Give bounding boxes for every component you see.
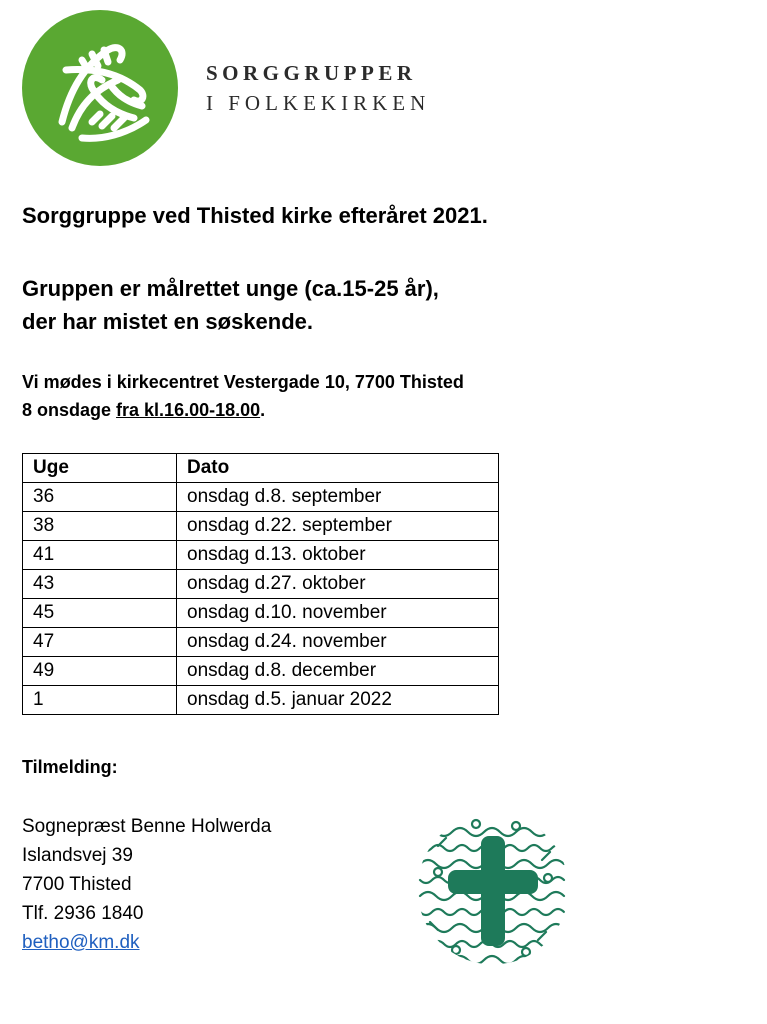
meeting-suffix: . bbox=[260, 400, 266, 420]
sorggrupper-logo bbox=[22, 10, 178, 166]
week-cell: 38 bbox=[23, 512, 177, 541]
date-cell: onsdag d.8. september bbox=[177, 483, 499, 512]
date-cell: onsdag d.27. oktober bbox=[177, 570, 499, 599]
date-cell: onsdag d.8. december bbox=[177, 657, 499, 686]
target-line-2: der har mistet en søskende. bbox=[22, 309, 313, 334]
table-row bbox=[23, 512, 499, 541]
contact-street: Islandsvej 39 bbox=[22, 845, 133, 866]
week-cell: 36 bbox=[23, 483, 177, 512]
week-cell: 47 bbox=[23, 628, 177, 657]
week-cell: 41 bbox=[23, 541, 177, 570]
contact-city: 7700 Thisted bbox=[22, 874, 132, 895]
meeting-info bbox=[22, 368, 464, 424]
week-cell: 1 bbox=[23, 686, 177, 715]
contact-name: Sognepræst Benne Holwerda bbox=[22, 816, 272, 837]
date-cell: onsdag d.10. november bbox=[177, 599, 499, 628]
table-header-row bbox=[23, 454, 499, 483]
column-header-week: Uge bbox=[23, 454, 177, 483]
table-row bbox=[23, 657, 499, 686]
table-row bbox=[23, 599, 499, 628]
week-cell: 45 bbox=[23, 599, 177, 628]
meeting-place: Vi mødes i kirkecentret Vestergade 10, 7700 Thisted bbox=[22, 372, 464, 392]
page-title: Sorggruppe ved Thisted kirke efteråret 2021. bbox=[22, 203, 488, 228]
meeting-days: 8 onsdage bbox=[22, 400, 117, 420]
meeting-time: fra kl.16.00-18.00 bbox=[116, 400, 261, 420]
church-cross-logo bbox=[416, 812, 570, 966]
table-row bbox=[23, 628, 499, 657]
contact-email-link[interactable]: betho@km.dk bbox=[22, 932, 140, 953]
target-group-text bbox=[22, 272, 439, 338]
brand-line-2: I FOLKEKIRKEN bbox=[206, 91, 431, 115]
date-cell: onsdag d.24. november bbox=[177, 628, 499, 657]
date-cell: onsdag d.22. september bbox=[177, 512, 499, 541]
brand-line-1: SORGGRUPPER bbox=[206, 61, 417, 85]
date-cell: onsdag d.13. oktober bbox=[177, 541, 499, 570]
date-cell: onsdag d.5. januar 2022 bbox=[177, 686, 499, 715]
week-cell: 49 bbox=[23, 657, 177, 686]
column-header-date: Dato bbox=[177, 454, 499, 483]
brand-wordmark bbox=[206, 58, 430, 118]
table-row bbox=[23, 570, 499, 599]
signup-heading: Tilmelding: bbox=[22, 757, 118, 777]
contact-block bbox=[22, 812, 271, 957]
table-row bbox=[23, 541, 499, 570]
schedule-table bbox=[22, 453, 499, 715]
meeting-time-line bbox=[22, 396, 464, 424]
contact-phone: Tlf. 2936 1840 bbox=[22, 903, 144, 924]
target-line-1: Gruppen er målrettet unge (ca.15-25 år), bbox=[22, 276, 439, 301]
table-row bbox=[23, 483, 499, 512]
week-cell: 43 bbox=[23, 570, 177, 599]
table-row bbox=[23, 686, 499, 715]
